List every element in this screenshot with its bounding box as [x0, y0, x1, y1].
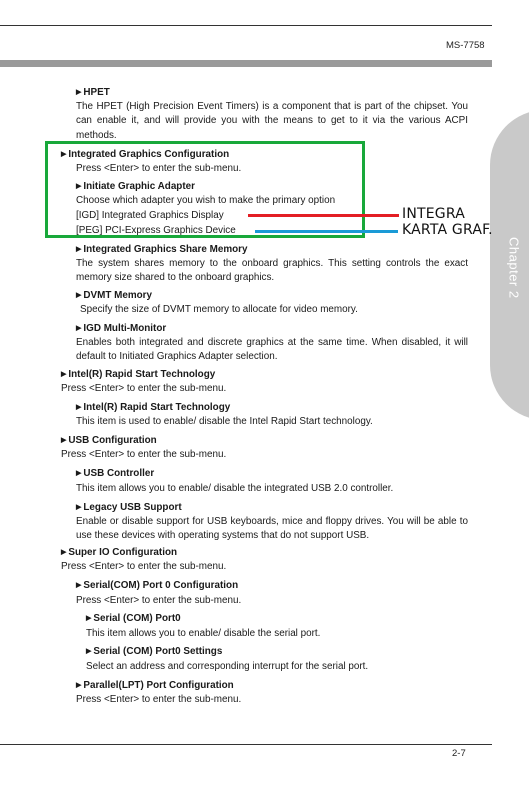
- top-rule: [0, 25, 492, 26]
- arrow-icon: ▶: [61, 549, 67, 556]
- arrow-icon: ▶: [76, 404, 82, 411]
- page-number: 2-7: [452, 748, 466, 759]
- arrow-icon: ▶: [61, 437, 67, 444]
- lpt-title: ▶ Parallel(LPT) Port Configuration: [76, 680, 234, 691]
- rapid-text: Press <Enter> to enter the sub-menu.: [61, 383, 227, 394]
- arrow-icon: ▶: [76, 292, 82, 299]
- legacy-title: ▶ Legacy USB Support: [76, 502, 182, 513]
- com0set-text: Select an address and corresponding interrupt for the serial port.: [86, 661, 369, 672]
- usbc-title: ▶ USB Controller: [76, 468, 155, 479]
- blue-pointer-line: [255, 230, 398, 233]
- igc-text: Press <Enter> to enter the sub-menu.: [76, 163, 242, 174]
- initiate-option-peg: [PEG] PCI-Express Graphics Device: [76, 225, 236, 236]
- arrow-icon: ▶: [61, 371, 67, 378]
- usb-text: Press <Enter> to enter the sub-menu.: [61, 449, 227, 460]
- annotation-integra: INTEGRA: [402, 206, 465, 222]
- arrow-icon: ▶: [76, 582, 82, 589]
- superio-title: ▶ Super IO Configuration: [61, 547, 178, 558]
- arrow-icon: ▶: [76, 504, 82, 511]
- usb-title: ▶ USB Configuration: [61, 435, 157, 446]
- red-pointer-line: [248, 214, 399, 217]
- arrow-icon: ▶: [76, 470, 82, 477]
- arrow-icon: ▶: [61, 151, 67, 158]
- com0cfg-text: Press <Enter> to enter the sub-menu.: [76, 595, 242, 606]
- com0cfg-title: ▶ Serial(COM) Port 0 Configuration: [76, 580, 239, 591]
- header-bar: [0, 60, 492, 67]
- arrow-icon: ▶: [76, 682, 82, 689]
- arrow-icon: ▶: [76, 89, 82, 96]
- initiate-option-igd: [IGD] Integrated Graphics Display: [76, 210, 224, 221]
- annotation-karta-graf: KARTA GRAF.: [402, 222, 493, 238]
- hpet-title: ▶ HPET: [76, 87, 110, 98]
- com0set-title: ▶ Serial (COM) Port0 Settings: [86, 646, 223, 657]
- arrow-icon: ▶: [86, 648, 92, 655]
- igdmm-text: Enables both integrated and discrete graphics at the same time. When disabled, it will default to Initiated Graphics Adapter selection.: [76, 337, 468, 363]
- model-number: MS-7758: [446, 40, 485, 51]
- superio-text: Press <Enter> to enter the sub-menu.: [61, 561, 227, 572]
- rapid2-title: ▶ Intel(R) Rapid Start Technology: [76, 402, 231, 413]
- bottom-rule: [0, 744, 492, 745]
- igc-title: ▶ Integrated Graphics Configuration: [61, 149, 230, 160]
- dvmt-title: ▶ DVMT Memory: [76, 290, 152, 301]
- arrow-icon: ▶: [86, 615, 92, 622]
- usbc-text: This item allows you to enable/ disable the integrated USB 2.0 controller.: [76, 483, 394, 494]
- lpt-text: Press <Enter> to enter the sub-menu.: [76, 694, 242, 705]
- share-title: ▶ Integrated Graphics Share Memory: [76, 244, 248, 255]
- initiate-text: Choose which adapter you wish to make the primary option: [76, 195, 336, 206]
- highlight-box: [45, 141, 365, 238]
- arrow-icon: ▶: [76, 325, 82, 332]
- rapid-title: ▶ Intel(R) Rapid Start Technology: [61, 369, 216, 380]
- initiate-title: ▶ Initiate Graphic Adapter: [76, 181, 195, 192]
- arrow-icon: ▶: [76, 246, 82, 253]
- share-text: The system shares memory to the onboard graphics. This setting controls the exact memory size shared to the onboard graphics.: [76, 258, 468, 284]
- dvmt-text: Specify the size of DVMT memory to allocate for video memory.: [80, 304, 358, 315]
- hpet-text: The HPET (High Precision Event Timers) is a component that is part of the chipset. You can enable it, and will provide you with the means to get to it via the various ACPI methods.: [76, 101, 468, 141]
- igdmm-title: ▶ IGD Multi-Monitor: [76, 323, 167, 334]
- arrow-icon: ▶: [76, 183, 82, 190]
- chapter-tab-label: Chapter 2: [506, 237, 522, 299]
- rapid2-text: This item is used to enable/ disable the Intel Rapid Start technology.: [76, 416, 373, 427]
- legacy-text: Enable or disable support for USB keyboards, mice and floppy drives. You will be able to use these devices with operating systems that do not support USB.: [76, 516, 468, 542]
- com0-text: This item allows you to enable/ disable the serial port.: [86, 628, 321, 639]
- com0-title: ▶ Serial (COM) Port0: [86, 613, 181, 624]
